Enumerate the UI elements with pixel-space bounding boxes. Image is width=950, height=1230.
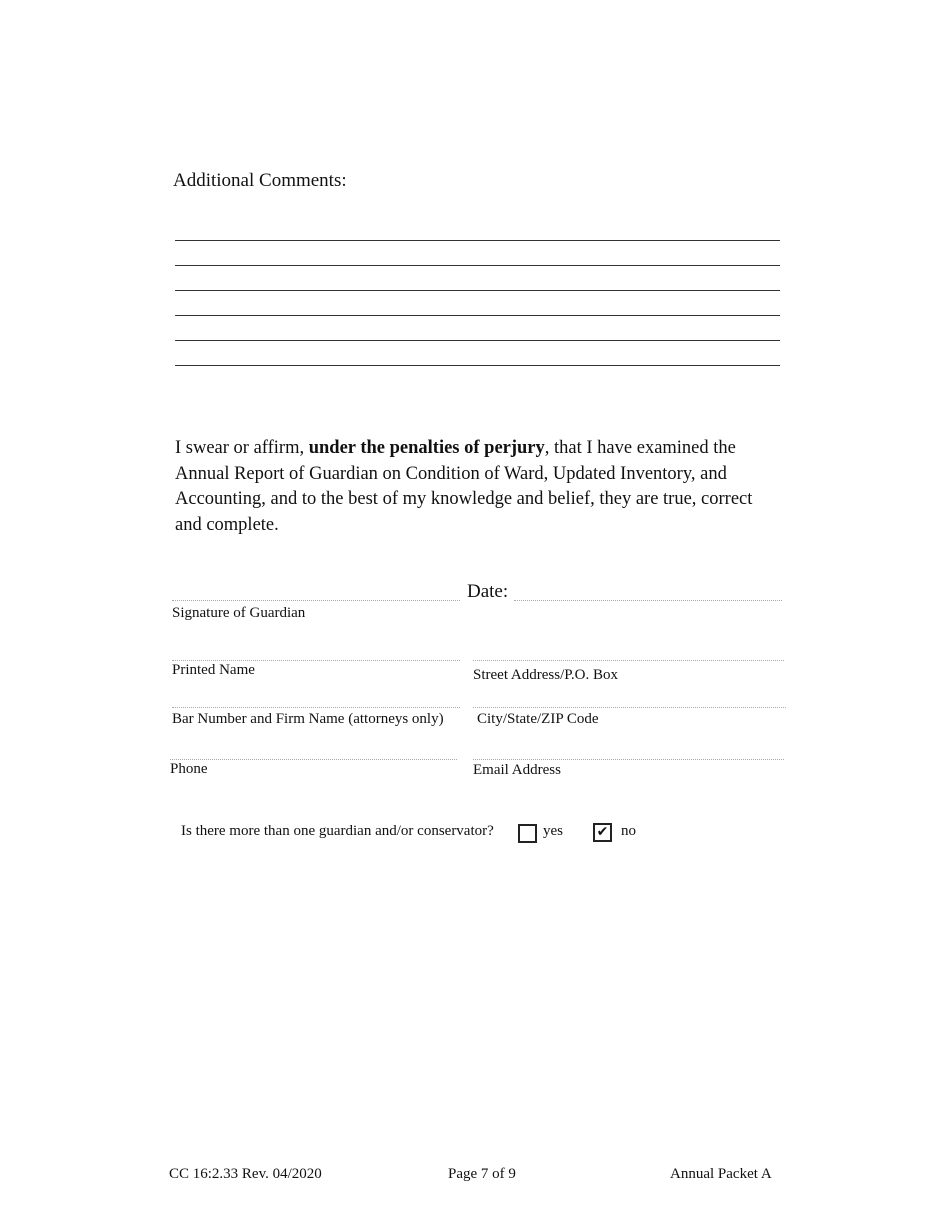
oath-bold-phrase: under the penalties of perjury	[308, 438, 545, 458]
no-label: no	[621, 823, 636, 839]
footer-form-id: CC 16:2.33 Rev. 04/2020	[169, 1166, 322, 1182]
comment-line-4[interactable]	[175, 315, 780, 316]
email-label: Email Address	[473, 762, 561, 778]
city-state-zip-line[interactable]	[473, 707, 786, 708]
footer-packet-name: Annual Packet A	[670, 1166, 772, 1182]
date-line[interactable]	[514, 600, 782, 601]
bar-number-line[interactable]	[172, 707, 460, 708]
signature-label: Signature of Guardian	[172, 605, 306, 621]
signature-line[interactable]	[172, 600, 460, 601]
printed-name-line[interactable]	[172, 660, 460, 661]
multiple-guardian-question: Is there more than one guardian and/or conservator?	[181, 823, 494, 839]
street-address-label: Street Address/P.O. Box	[473, 667, 619, 683]
email-line[interactable]	[473, 759, 784, 760]
comment-line-2[interactable]	[175, 265, 780, 266]
additional-comments-heading: Additional Comments:	[173, 170, 347, 191]
street-address-line[interactable]	[473, 660, 784, 661]
yes-label: yes	[543, 823, 563, 839]
comment-line-6[interactable]	[175, 365, 780, 366]
phone-line[interactable]	[170, 759, 457, 760]
oath-prefix: I swear or affirm,	[175, 438, 309, 458]
city-state-zip-label: City/State/ZIP Code	[477, 711, 599, 727]
oath-suffix: , that I have examined the Annual Report of Guardian on Condition of Ward, Updated Inventory, and Accounting, and to the best of my knowledge and belief, they are true, correct and complete.	[175, 438, 753, 535]
yes-checkbox[interactable]	[518, 824, 537, 843]
comment-line-5[interactable]	[175, 340, 780, 341]
phone-label: Phone	[170, 761, 208, 777]
printed-name-label: Printed Name	[172, 662, 255, 678]
bar-number-label: Bar Number and Firm Name (attorneys only)	[172, 711, 444, 727]
oath-statement	[175, 436, 775, 538]
comment-line-1[interactable]	[175, 240, 780, 241]
no-checkbox[interactable]: ✔	[593, 823, 612, 842]
comment-line-3[interactable]	[175, 290, 780, 291]
footer-page-number: Page 7 of 9	[448, 1166, 516, 1182]
date-label: Date:	[467, 581, 509, 602]
